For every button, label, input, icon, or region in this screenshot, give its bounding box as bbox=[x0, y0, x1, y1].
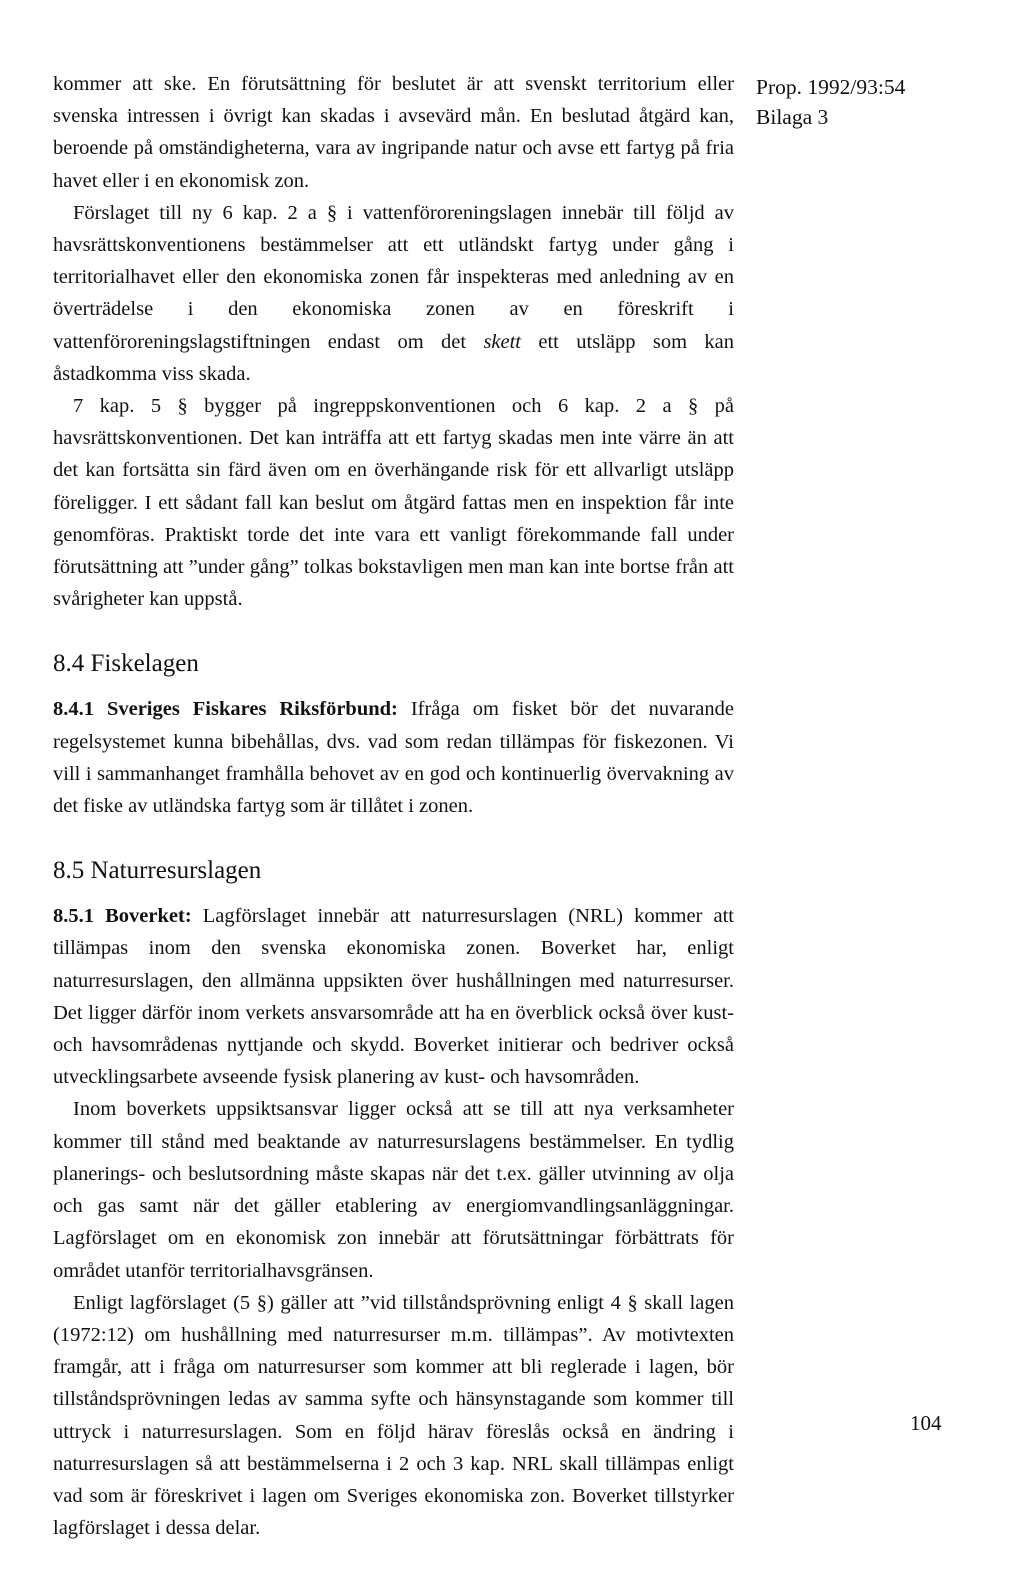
section-heading-8-4: 8.4 Fiskelagen bbox=[53, 650, 199, 678]
paragraph-text: Ifråga om fisket bör det nuvarande regelsystemet kunna bibehållas, dvs. vad som redan tillämpas för fiskezonen. Vi vill i sammanhanget framhålla behovet av en god och kontinuerlig övervakning av det fiske av utländska fartyg som är tillåtet i zonen. bbox=[53, 698, 734, 818]
paragraph bbox=[53, 900, 734, 1093]
appendix-label: Bilaga 3 bbox=[756, 105, 829, 129]
paragraph: kommer att ske. En förutsättning för beslutet är att svenskt territorium eller svenska intressen i övrigt kan skadas i avsevärd mån. En beslutad åtgärd kan, beroende på omständigheterna, vara av ingripande natur och avse ett fartyg på fria havet eller i en ekonomisk zon. bbox=[53, 73, 734, 192]
page-number: 104 bbox=[910, 1411, 942, 1435]
paragraph-text: Lagförslaget innebär att naturresurslagen (NRL) kommer att tillämpas inom den svenska ekonomiska zonen. Boverket har, enligt naturresurslagen, den allmänna uppsikten över hushållningen med naturresurser. Det ligger därför inom verkets ansvarsområde att ha en överblick också över kust- och havsområdenas nyttjande och skydd. Boverket initierar och bedriver också utvecklingsarbete avseende fysisk planering av kust- och havsområden. bbox=[53, 905, 735, 1089]
paragraph bbox=[53, 197, 734, 390]
paragraph-text: Förslaget till ny 6 kap. 2 a § i vattenföroreningslagen innebär till följd av havsrättskonventionens bestämmelser att ett utländskt fartyg under gång i territorialhavet eller den ekonomiska zonen får inspekteras med anledning av en överträdelse i den ekonomiska zonen av en föreskrift i vattenföroreningslagstiftningen endast om det bbox=[53, 201, 734, 353]
paragraph-text: ett utsläpp som kan åstadkomma viss skada. bbox=[53, 330, 734, 385]
section-heading-8-5: 8.5 Naturresurslagen bbox=[53, 857, 262, 885]
margin-note bbox=[756, 72, 905, 132]
proposition-number: Prop. 1992/93:54 bbox=[756, 75, 906, 99]
paragraph-lead: 8.4.1 Sveriges Fiskares Riksförbund: bbox=[53, 698, 398, 721]
paragraph: Inom boverkets uppsiktsansvar ligger också att se till att nya verksamheter kommer till stånd med beaktande av naturresurslagens bestämmelser. En tydlig planerings- och beslutsordning måste skapas när det t.ex. gäller utvinning av olja och gas samt när det gäller etablering av energiomvandlingsanläggningar. Lagförslaget om en ekonomisk zon innebär att förutsättningar förbättrats för området utanför territorialhavsgränsen. bbox=[53, 1098, 734, 1282]
paragraph-lead: 8.5.1 Boverket: bbox=[53, 905, 192, 928]
paragraph: Enligt lagförslaget (5 §) gäller att ”vid tillståndsprövning enligt 4 § skall lagen (1972:12) om hushållning med naturresurser m.m. tillämpas”. Av motivtexten framgår, att i fråga om naturresurser som kommer att bli reglerade i lagen, bör tillståndsprövningen ledas av samma syfte och hänsynstagande som kommer till uttryck i naturresurslagen. Som en följd härav föreslås också en ändring i naturresurslagen så att bestämmelserna i 2 och 3 kap. NRL skall tillämpas enligt vad som är föreskrivet i lagen om Sveriges ekonomiska zon. Boverket tillstyrker lagförslaget i dessa delar. bbox=[53, 1291, 734, 1540]
paragraph bbox=[53, 693, 734, 822]
italic-word: skett bbox=[483, 330, 522, 353]
document-body bbox=[53, 68, 734, 1544]
paragraph: 7 kap. 5 § bygger på ingreppskonventionen och 6 kap. 2 a § på havsrättskonventionen. Det kan inträffa att ett fartyg skadas men inte värre än att det kan fortsätta sin färd även om en överhängande risk för ett allvarligt utsläpp föreligger. I ett sådant fall kan beslut om åtgärd fattas men en inspektion får inte genomföras. Praktiskt torde det inte vara ett vanligt förekommande fall under förutsättning att ”under gång” tolkas bokstavligen men man kan inte bortse från att svårigheter kan uppstå. bbox=[53, 395, 734, 611]
